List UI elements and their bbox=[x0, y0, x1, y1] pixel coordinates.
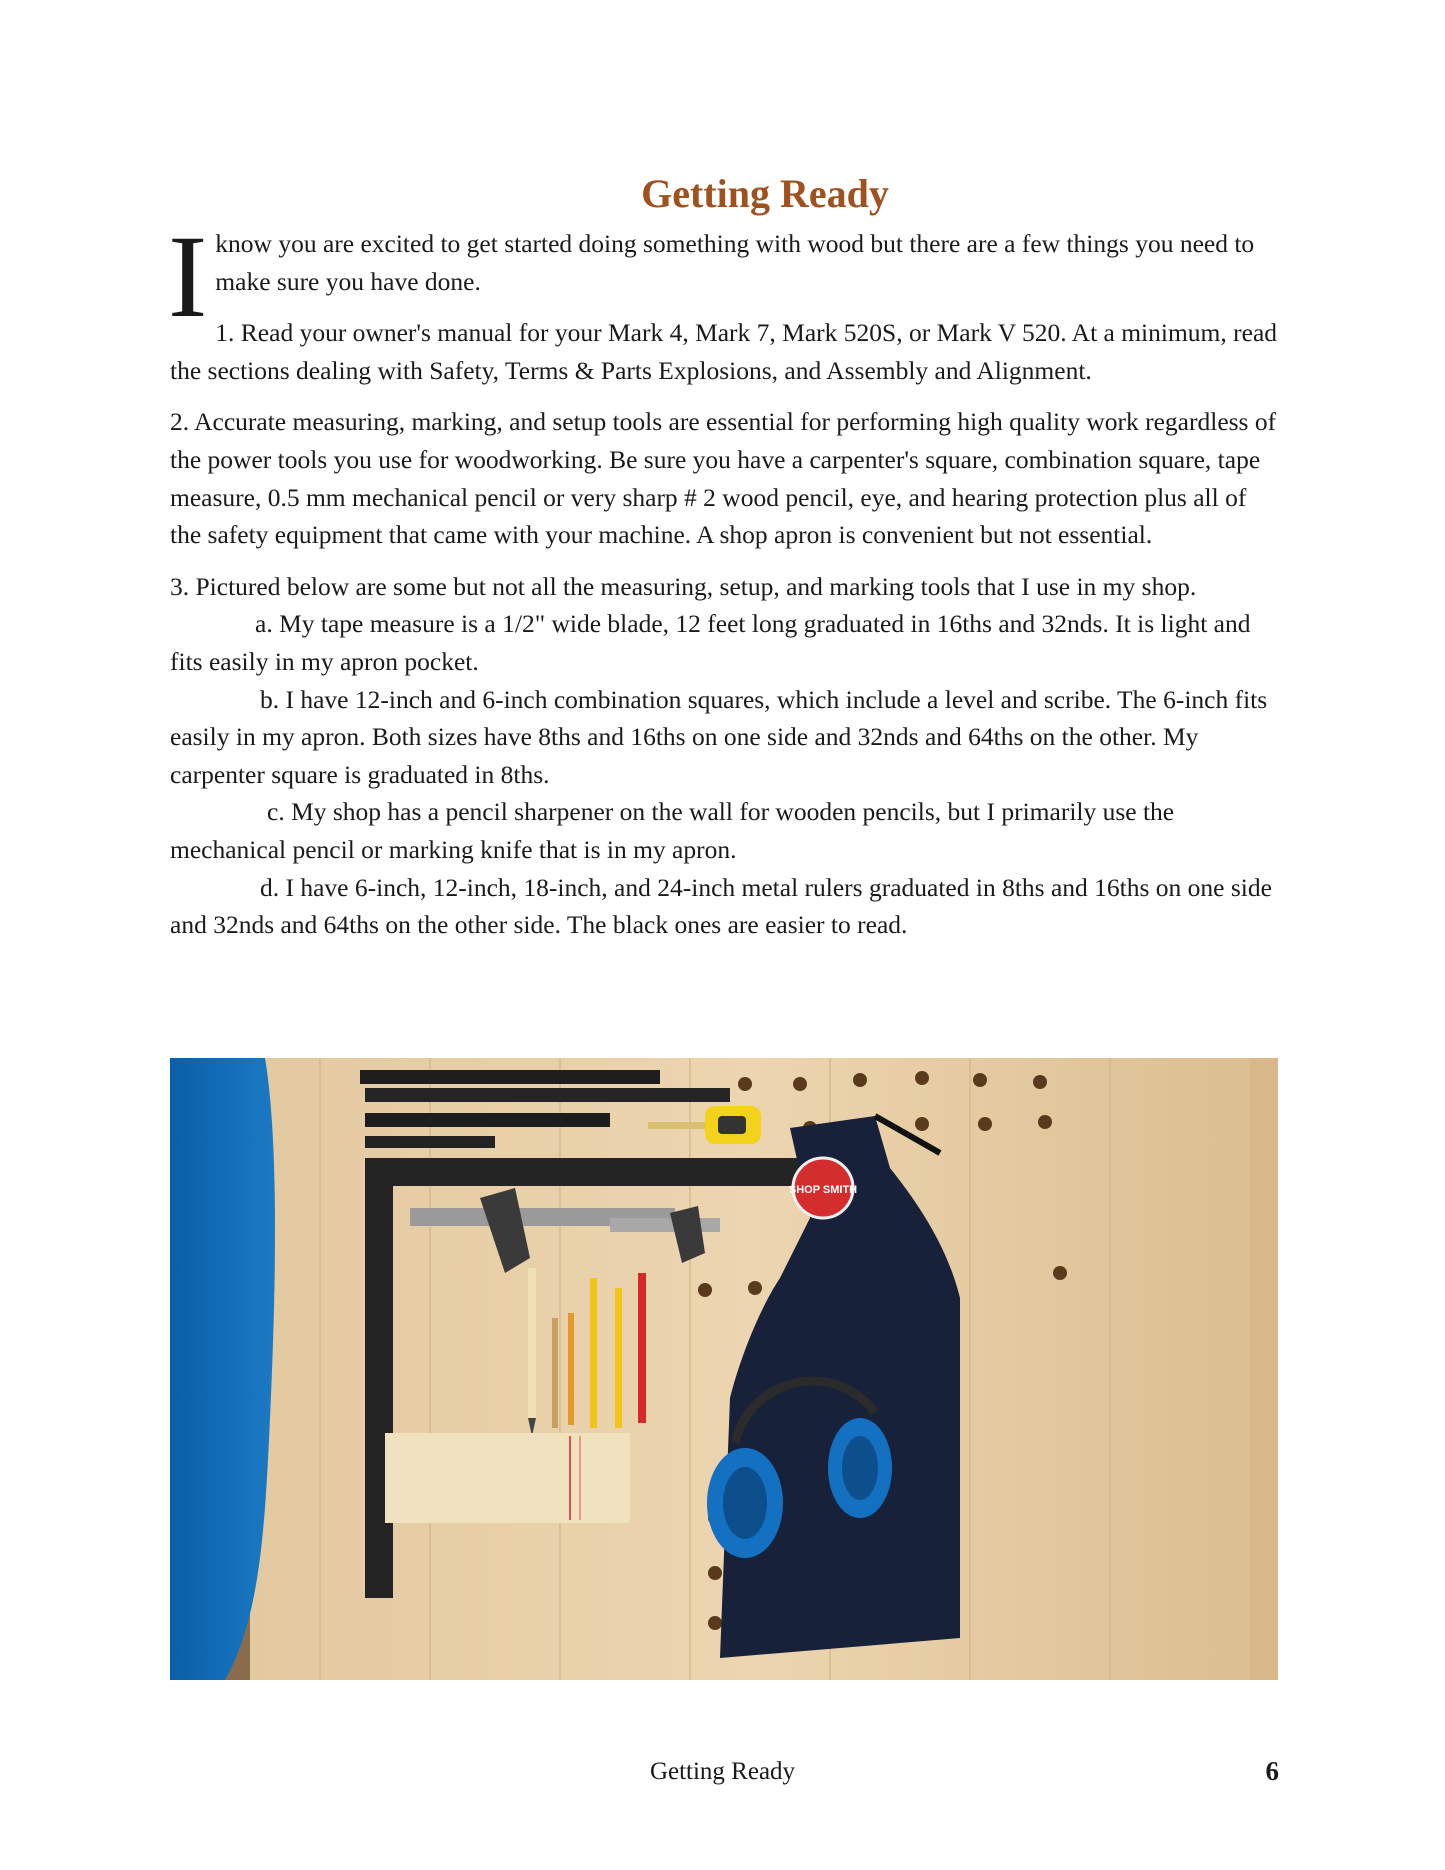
item-3c: c. My shop has a pencil sharpener on the wall for wooden pencils, but I primarily use the mechanical pencil or marking knife that is in my apron. bbox=[170, 797, 1175, 864]
page-title: Getting Ready bbox=[641, 171, 889, 216]
item-3a: a. My tape measure is a 1/2" wide blade, 12 feet long graduated in 16ths and 32nds. It is light and fits easily in my apron pocket. bbox=[170, 609, 1251, 676]
footer-title: Getting Ready bbox=[649, 1758, 796, 1785]
item-3: 3. Pictured below are some but not all the measuring, setup, and marking tools that I use in my shop. bbox=[170, 571, 1197, 601]
body-text bbox=[168, 211, 1282, 944]
item-3b: b. I have 12-inch and 6-inch combination squares, which include a level and scribe. The 6-inch fits easily in my apron. Both sizes have 8ths and 16ths on one side and 32nds and 64ths on the other. My carpenter square is graduated in 8ths. bbox=[170, 684, 1268, 789]
page-number: 6 bbox=[1265, 1756, 1279, 1786]
intro-paragraph bbox=[170, 225, 1282, 300]
item-3d: d. I have 6-inch, 12-inch, 18-inch, and 24-inch metal rulers graduated in 8ths and 16ths on one side and 32nds and 64ths on the other side. The black ones are easier to read. bbox=[170, 872, 1272, 940]
drop-cap: I bbox=[168, 211, 208, 342]
item-1: 1. Read your owner's manual for your Mark 4, Mark 7, Mark 520S, or Mark V 520. At a minimum, read the sections dealing with Safety, Terms & Parts Explosions, and Assembly and Alignment. bbox=[170, 318, 1278, 385]
item-2: 2. Accurate measuring, marking, and setup tools are essential for performing high quality work regardless of the power tools you use for woodworking. Be sure you have a carpenter's square, combination square, tape measure, 0.5 mm mechanical pencil or very sharp # 2 wood pencil, eye, and hearing protection plus all of the safety equipment that came with your machine. A shop apron is convenient but not essential. bbox=[170, 407, 1277, 550]
wood-block bbox=[385, 1433, 630, 1523]
tools-photo bbox=[170, 1058, 1278, 1680]
intro-text: know you are excited to get started doing something with wood but there are a few things you need to make sure you have done. bbox=[215, 229, 1255, 296]
svg-text:SHOP SMITH: SHOP SMITH bbox=[788, 1184, 858, 1196]
